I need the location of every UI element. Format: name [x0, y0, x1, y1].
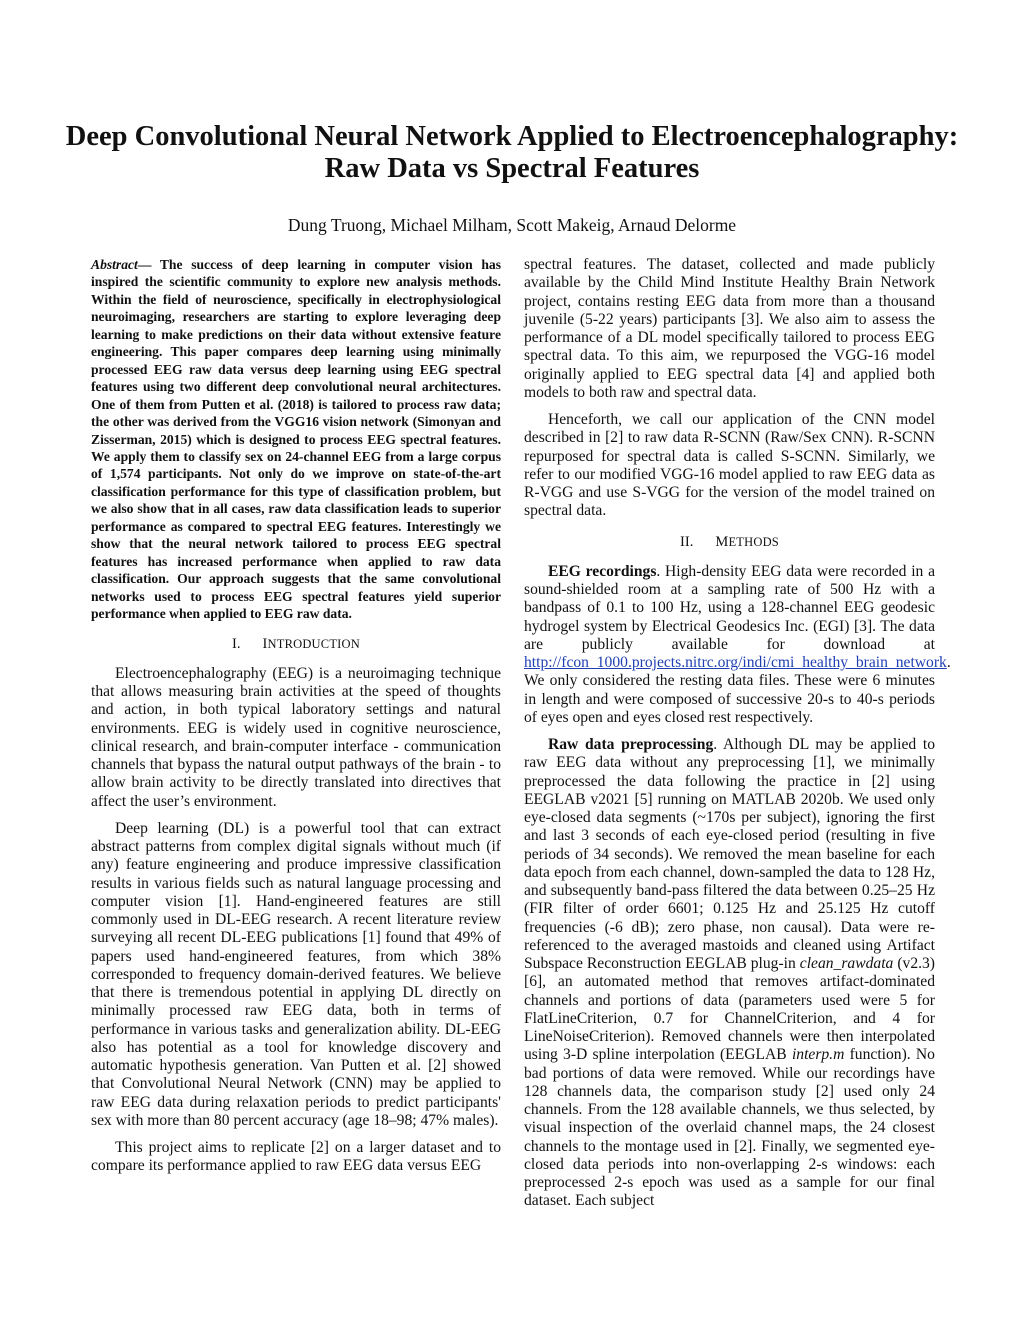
title-line-2: Raw Data vs Spectral Features [324, 153, 700, 184]
methods-eeg-recordings-paragraph [524, 562, 951, 727]
intro-paragraph-3: This project aims to replicate [2] on a larger dataset and to compare its performance applied to raw EEG data versus EEG [91, 1139, 501, 1175]
section-title-initial: M [715, 533, 729, 550]
eeg-recordings-heading: EEG recordings [548, 562, 657, 580]
clean-rawdata-term: clean_rawdata [799, 955, 894, 972]
eeg-text-part-1: . High-density EEG data were recorded in a sound-shielded room at a sampling rate of 500 Hz with a bandpass of 0.1 to 100 Hz, using a 128-channel EEG geodesic hydrogel system by Electrical Geodesics Inc. (EGI) [3]. The data are publicly available for download at [524, 562, 935, 653]
title-line-1: Deep Convolutional Neural Network Applied to Electroencephalography: [65, 121, 959, 152]
intro-paragraph-4: Henceforth, we call our application of the CNN model described in [2] to raw data R-SCNN (Raw/Sex CNN). R-SCNN repurposed for spectral data is called S-SCNN. Similarly, we refer to our modified VGG-16 model applied to raw EEG data as R-VGG and use S-VGG for the version of the model trained on spectral data. [524, 411, 935, 520]
raw-preprocessing-heading: Raw data preprocessing [548, 736, 714, 753]
section-heading-methods [524, 533, 935, 551]
author-list: Dung Truong, Michael Milham, Scott Makeig, Arnaud Delorme [287, 215, 737, 235]
section-title-initial: I [262, 635, 268, 652]
abstract-paragraph [91, 256, 501, 623]
abstract-text: The success of deep learning in computer vision has inspired the scientific community to explore new analysis methods. Within the field of neuroscience, specifically in electrophysiological neuroimaging, researchers are starting to explore leveraging deep learning to make predictions on their data without extensive feature engineering. This paper compares deep learning using minimally processed EEG raw data versus deep learning using EEG spectral features using two different deep convolutional neural architectures. One of them from Putten et al. (2018) is tailored to process raw data; the other was derived from the VGG16 vision network (Simonyan and Zisserman, 2015) which is designed to process EEG spectral features. We apply them to classify sex on 24-channel EEG from a large corpus of 1,574 participants. Not only do we improve on state-of-the-art classification performance for this type of classification problem, but we also show that in all cases, raw data classification leads to superior performance as compared to spectral EEG features. Interestingly we show that the neural network tailored to process EEG spectral features has increased performance when applied to raw data classification. Our approach suggests that the same convolutional networks used to process EEG spectral features yield superior performance when applied to EEG raw data. [91, 257, 501, 622]
section-title-rest: ETHODS [728, 534, 779, 549]
dataset-download-link[interactable]: http://fcon_1000.projects.nitrc.org/indi/cmi_healthy_brain_network [524, 654, 947, 671]
eeg-text-part-2: . We only considered the resting data files. These were 6 minutes in length and were composed of successive 20-s to 40-s periods of eyes open and eyes closed rest respectively. [524, 654, 951, 726]
left-column [91, 256, 501, 1185]
intro-paragraph-2: Deep learning (DL) is a powerful tool that can extract abstract patterns from complex digital signals without much (if any) feature engineering and produce impressive classification results in various fields such as natural language processing and computer vision [1]. Hand-engineered features are still commonly used in DL-EEG research. A recent literature review surveying all recent DL-EEG publications [1] found that 49% of papers used hand-engineered features, from which 38% corresponded to frequency domain-derived features. We believe that there is tremendous potential in applying DL directly on minimally processed raw EEG data, both in terms of performance in various tasks and generalization ability. DL-EEG also has potential as a tool for knowledge discovery and automatic hypothesis generation. Van Putten et al. [2] showed that Convolutional Neural Network (CNN) may be applied to raw EEG data during relaxation periods to predict participants' sex with more than 80 percent accuracy (age 18–98; 47% males). [91, 819, 501, 1129]
abstract-dash: — [137, 257, 152, 272]
right-column [524, 256, 951, 1220]
raw-text-part-1: . Although DL may be applied to raw EEG data without any preprocessing [1], we minimally preprocessed the data following the practice in [2] using EEGLAB v2021 [5] running on MATLAB 2020b. We used only eye-closed data segments (~170s per subject), ignoring the first and last 3 seconds of each eye-closed period (resulting in five periods of 34 seconds). We removed the mean baseline for each data epoch from each channel, down-sampled the data to 128 Hz, and subsequently band-pass filtered the data between 0.25–25 Hz (FIR filter of order 6601; 0.125 Hz and 25.125 Hz cutoff frequencies (-6 dB); zero phase, non causal). Data were re-referenced to the averaged mastoids and cleaned using Artifact Subspace Reconstruction EEGLAB plug-in [524, 736, 936, 972]
section-title-rest: NTRODUCTION [267, 636, 360, 651]
methods-raw-preprocessing-paragraph [524, 736, 935, 1211]
intro-paragraph-1: Electroencephalography (EEG) is a neuroimaging technique that allows measuring brain activities at the speed of thoughts and action, in both typical laboratory settings and natural environments. EEG is widely used in cognitive neuroscience, clinical research, and brain-computer interface - communication channels that bypass the natural output pathways of the brain - to allow brain activity to be directly translated into directives that affect the user’s environment. [91, 664, 501, 810]
section-number: II. [680, 533, 694, 550]
abstract-label: Abstract [91, 257, 138, 272]
raw-text-part-3: function). No bad portions of data were removed. While our recordings have 128 channels data, the comparison study [2] used only 24 channels. From the 128 available channels, we thus selected, by visual inspection of the overlaid channel maps, the 24 closest channels to the montage used in [2]. Finally, we segmented eye-closed data periods into non-overlapping 2-s windows: each preprocessed 2-s epoch was used as a sample for our final dataset. Each subject [524, 1046, 935, 1210]
section-number: I. [232, 635, 241, 652]
raw-text-part-2: (v2.3) [6], an automated method that removes artifact-dominated channels and portions of data (parameters used were 5 for FlatLineCriterion, 0.7 for ChannelCriterion, and 4 for LineNoiseCriterion). Removed channels were then interpolated using 3-D spline interpolation (EEGLAB [524, 955, 935, 1064]
section-heading-introduction [91, 635, 501, 653]
intro-paragraph-3-continued: spectral features. The dataset, collected and made publicly available by the Child Mind Institute Healthy Brain Network project, contains resting EEG data from more than a thousand juvenile (5-22 years) participants [3]. We also aim to assess the performance of a DL model specifically tailored to process EEG spectral data. To this aim, we repurposed the VGG-16 model originally applied to EEG spectral data [4] and applied both models to both raw and spectral data. [524, 256, 935, 401]
paper-title [60, 121, 964, 185]
interp-m-term: interp.m [791, 1046, 845, 1064]
